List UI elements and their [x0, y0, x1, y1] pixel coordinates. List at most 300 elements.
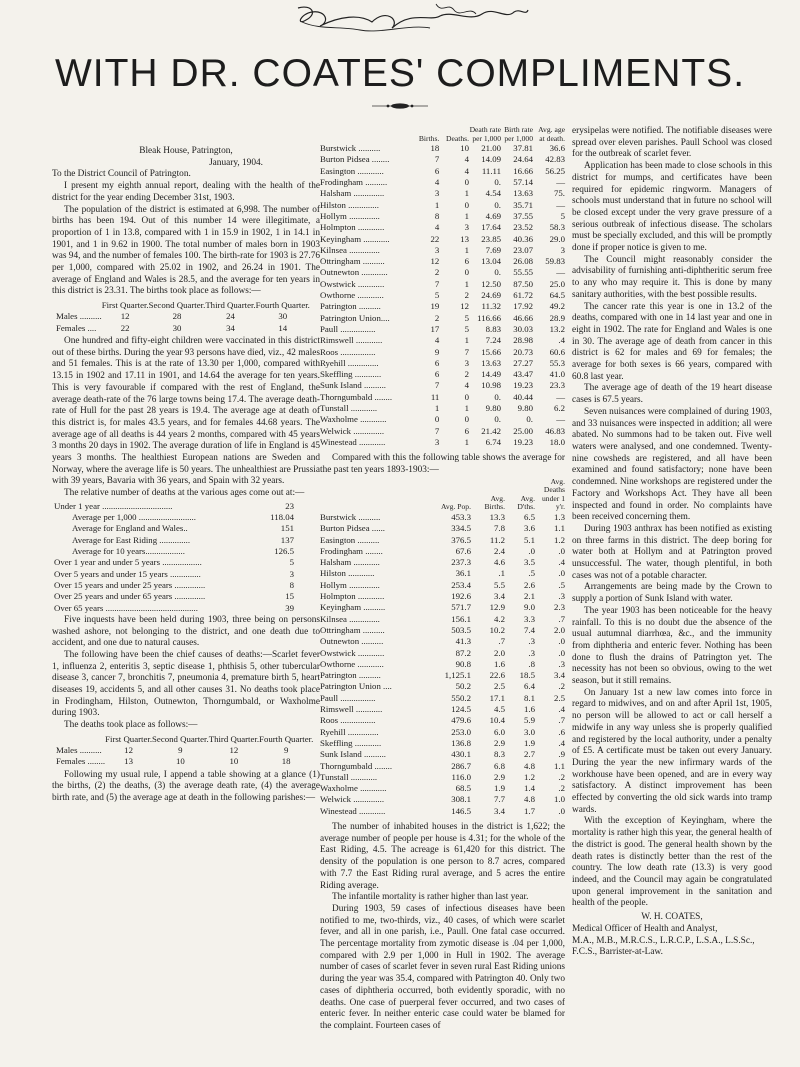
- table-row: [320, 335, 565, 346]
- table-row: [320, 245, 565, 256]
- table-header: Avg. Births.: [484, 493, 505, 512]
- parish-name: Ryehill ..............: [320, 357, 379, 368]
- table-cell: 10.2: [489, 624, 505, 635]
- table-cell: 87.2: [455, 647, 471, 658]
- table-cell: —: [556, 414, 565, 425]
- table-cell: 6.74: [485, 436, 501, 447]
- table-row: [320, 568, 565, 579]
- parish-name: Sunk Island ..........: [320, 749, 386, 760]
- table-cell: 126.5: [274, 546, 294, 557]
- table-row: [56, 745, 313, 756]
- parish-name: Frodingham ..........: [320, 177, 388, 188]
- table-cell: 6.5: [524, 511, 535, 522]
- parish-name: Patrington ..........: [320, 301, 381, 312]
- table-cell: 4: [434, 177, 440, 188]
- table-cell: 3.4: [494, 805, 505, 816]
- table-cell: 13: [124, 756, 133, 767]
- table-cell: 1.6: [494, 658, 505, 669]
- table-header: Death rate per 1,000: [469, 125, 501, 143]
- table-cell: 41.3: [455, 636, 471, 647]
- table-cell: .6: [558, 726, 565, 737]
- table-cell: .0: [558, 647, 565, 658]
- table-row: [320, 403, 565, 414]
- table-row: [320, 535, 565, 546]
- table-cell: 7.8: [494, 523, 505, 534]
- parish-name: Roos ................: [320, 715, 376, 726]
- table-cell: .5: [558, 579, 565, 590]
- table-cell: 2.9: [494, 737, 505, 748]
- table-cell: 6.4: [524, 681, 535, 692]
- table-row: [54, 501, 294, 512]
- table-cell: 21.00: [481, 143, 501, 154]
- table-cell: 192.6: [451, 591, 471, 602]
- table-cell: 4.54: [485, 188, 501, 199]
- parish-name: Halsham ............: [320, 557, 380, 568]
- parish-name: Patrington ..........: [320, 670, 381, 681]
- table-row: [320, 267, 565, 278]
- table-cell: 10.98: [481, 380, 501, 391]
- table-cell: 59.83: [545, 256, 565, 267]
- table-header: First Quarter.: [105, 733, 153, 744]
- table-cell: 17.92: [513, 301, 533, 312]
- para-infantile: The infantile mortality is rather higher than last year.: [332, 892, 529, 903]
- page-title: WITH DR. COATES' COMPLIMENTS.: [54, 52, 746, 95]
- table-cell: 68.5: [455, 783, 471, 794]
- table-cell: 1.4: [524, 783, 535, 794]
- table-cell: 1: [464, 244, 469, 255]
- table-row: [320, 512, 565, 523]
- table-cell: 0.: [494, 391, 501, 402]
- table-cell: 10: [175, 756, 185, 767]
- table-cell: 0.: [526, 414, 533, 425]
- table-cell: 1: [434, 403, 440, 414]
- table-row: [320, 681, 565, 692]
- table-row: [320, 693, 565, 704]
- table-cell: 23.85: [481, 233, 501, 244]
- table-cell: 571.7: [451, 602, 471, 613]
- table-cell: 156.1: [451, 613, 471, 624]
- table-row: [320, 166, 565, 177]
- parish-name: Patrington Union....: [320, 312, 390, 323]
- table-cell: 2.9: [494, 771, 505, 782]
- parish-name: Hollym ..............: [320, 210, 380, 221]
- parish-name: Burton Pidsea ........: [320, 154, 390, 165]
- parish-name: Burton Pidsea ......: [320, 523, 385, 534]
- parish-name: Patrington Union ....: [320, 681, 392, 692]
- table-cell: 10.4: [489, 715, 505, 726]
- salutation: To the District Council of Patrington.: [52, 169, 191, 180]
- table-cell: 0.: [494, 199, 501, 210]
- table-cell: 8: [289, 579, 294, 590]
- table-row: [320, 614, 565, 625]
- table-cell: 8.83: [485, 323, 501, 334]
- table-cell: 14.09: [481, 154, 501, 165]
- table-row: [320, 772, 565, 783]
- table-cell: 3: [464, 357, 469, 368]
- table-cell: .0: [558, 568, 565, 579]
- table-cell: 6.2: [554, 403, 565, 414]
- table-cell: 90.8: [455, 658, 471, 669]
- table-cell: 12.9: [489, 602, 505, 613]
- table-cell: 9: [434, 346, 440, 357]
- table-row: [56, 323, 310, 334]
- ages-table: [54, 501, 294, 614]
- table-cell: 12.50: [481, 278, 501, 289]
- table-cell: 151: [280, 523, 294, 534]
- table-cell: 3: [434, 436, 440, 447]
- table-cell: 37.55: [513, 210, 533, 221]
- para-rainfall: The year 1903 has been noticeable for the heavy rainfall. To this is no doubt due the absence of the usual autumnal diarrhœa, &c., and the immunity from diphtheria and enteric fever. Nothing has been done to flush the drains of Patrington yet. The necessity has not been so obvious, owing to the wet season, but it still remains.: [572, 605, 772, 687]
- table-cell: 14: [278, 322, 288, 333]
- para-infectious: During 1903, 59 cases of infectious diseases have been notified to me, two-thirds, viz., 40 cases, of which were scarlet fever, and all in one parish, i.e., Paull. One fatal case occurred. The percentage mortality from zymotic disease is .04 per 1,000, compared with 2.9 per 1,000 in Hull in 1902. The average number of cases of scarlet fever in seven rural East Riding unions during the year was 35.4, compared with Patrington 40. Only two cases of diphtheria occurred, both evidently sporadic, with no deaths. One case of puerperal fever occurred, and two cases of enteric fever. In neither enteric case could water be blamed for the complaint. Fourteen cases of: [320, 903, 565, 1031]
- table-cell: 1: [464, 210, 469, 221]
- parish-name: Thorngumbald ........: [320, 391, 393, 402]
- table-row: [320, 659, 565, 670]
- table-row: [320, 313, 565, 324]
- table-cell: 12: [430, 256, 440, 267]
- table-cell: 3.3: [524, 613, 535, 624]
- table-cell: 22: [430, 233, 440, 244]
- table-row: [320, 279, 565, 290]
- table-cell: 6: [464, 256, 469, 267]
- parish-table-1903: [320, 126, 565, 448]
- table-cell: 40.44: [513, 391, 533, 402]
- table-row: [54, 591, 294, 602]
- parish-name: Thorngumbald ........: [320, 760, 393, 771]
- para-causes: The following have been the chief causes of deaths:—Scarlet fever 1, influenza 2, enteritis 3, septic disease 1, phthisis 5, other tubercular disease 3, cancer 7, bronchitis 7, pneumonia 4, premature birth 5, heart diseases 19, accidents 5, and all other causes 31. No deaths took place in Frodingham, Hilston, Outnewton, Thorngumbald, or Waxholme during 1903.: [52, 649, 320, 719]
- table-cell: 7.24: [485, 335, 501, 346]
- table-cell: 6.8: [494, 760, 505, 771]
- table-row: [320, 704, 565, 715]
- table-cell: Under 1 year ................................: [54, 500, 173, 511]
- table-cell: 5.9: [524, 715, 535, 726]
- table-cell: Average for East Riding ..............: [72, 534, 191, 545]
- table-cell: .2: [558, 783, 565, 794]
- table-cell: 2: [434, 267, 440, 278]
- table-row: [320, 369, 565, 380]
- table-cell: .9: [558, 749, 565, 760]
- table-cell: .7: [558, 715, 565, 726]
- table-cell: 7: [434, 425, 440, 436]
- table-cell: 1: [464, 403, 469, 414]
- table-header: Fourth Quarter.: [259, 733, 314, 744]
- table-cell: 42.83: [545, 154, 565, 165]
- table-cell: 2.6: [524, 579, 535, 590]
- table-row: [320, 727, 565, 738]
- table-cell: 60.6: [549, 346, 565, 357]
- table-cell: 23: [285, 500, 294, 511]
- table-cell: .4: [558, 737, 565, 748]
- table-cell: 19: [430, 301, 440, 312]
- table-cell: 11.32: [481, 301, 501, 312]
- table-cell: Males ..........: [56, 745, 102, 756]
- table-cell: 12: [460, 301, 469, 312]
- para-erysipelas: erysipelas were notified. The notifiable diseases were spread over eleven parishes. Paull School was closed for the outbreak of scarlet fever.: [572, 126, 772, 160]
- table-row: [320, 546, 565, 557]
- parish-name: Tunstall ............: [320, 771, 378, 782]
- signature-degrees: M.A., M.B., M.R.C.S., L.R.C.P., L.S.A., L.S.Sc., F.C.S., Barrister-at-Law.: [572, 935, 755, 958]
- table-row: [320, 426, 565, 437]
- table-cell: .0: [558, 545, 565, 556]
- table-cell: 0.: [494, 267, 501, 278]
- table-header: Avg. age at death.: [538, 125, 565, 143]
- table-cell: 0: [434, 414, 440, 425]
- table-cell: .3: [558, 591, 565, 602]
- table-cell: 7.69: [485, 244, 501, 255]
- para-population: The population of the district is estimated at 6,998. The number of births has been 194. Out of this number 14 were illegitimate, a proportion of 1 in 13.8, compared with 1 in 15.9 in 1902, 1 in 14.1 in 1901, and 1 in 9.62 in 1900. The total number of males born in 1903 was 94, and the number of females 100. The birth-rate for 1903 is 27.76 per 1,000, compared with 25.02 in 1902, and 26.24 in 1901. The average of England and Wales is 28.5, and the average for ten years in this district is 23.31. The births took place as follows:—: [52, 204, 320, 297]
- table-cell: 2: [464, 290, 469, 301]
- table-cell: 7: [434, 380, 440, 391]
- parish-name: Holmpton ............: [320, 591, 385, 602]
- table-cell: 18: [281, 756, 291, 767]
- parish-name: Owthorne ............: [320, 658, 384, 669]
- table-cell: Over 65 years ..........................................: [54, 602, 198, 613]
- table-cell: 9: [283, 745, 289, 756]
- table-header: [320, 126, 413, 143]
- table-cell: Males ..........: [56, 311, 102, 322]
- table-row: [56, 311, 310, 322]
- table-cell: 118.04: [270, 512, 294, 523]
- parish-name: Kilnsea ..............: [320, 244, 380, 255]
- parish-name: Sunk Island ..........: [320, 380, 386, 391]
- table-cell: 8.3: [494, 749, 505, 760]
- table-cell: 0.: [494, 414, 501, 425]
- parish-name: Easington ..........: [320, 534, 380, 545]
- table-row: [54, 512, 294, 523]
- table-header: Avg. D'ths.: [517, 493, 535, 512]
- table-row: [320, 557, 565, 568]
- table-row: [320, 358, 565, 369]
- table-row: [54, 557, 294, 568]
- parish-name: Owstwick ............: [320, 647, 385, 658]
- table-cell: 57.14: [513, 177, 533, 188]
- table-cell: 8: [434, 210, 440, 221]
- table-cell: 550.2: [451, 692, 471, 703]
- table-cell: 30: [278, 311, 288, 322]
- para-houses: The number of inhabited houses in the district is 1,622; the average number of people per house is 4.31; for the whole of the East Riding, 4.5. The acreage is 61,420 for this district. The density of the population is one person to 8.7 acres, compared with 7.7 the East Riding rural average, and 5 acres the entire Riding average.: [320, 822, 565, 891]
- table-row: [320, 670, 565, 681]
- table-cell: 2.5: [494, 681, 505, 692]
- table-cell: 5: [464, 312, 469, 323]
- table-cell: .7: [498, 636, 505, 647]
- table-cell: 46.66: [513, 312, 533, 323]
- table-header: Second Quarter.: [148, 300, 206, 311]
- table-cell: 4.69: [485, 210, 501, 221]
- table-row: [320, 648, 565, 659]
- table-cell: 0: [464, 391, 469, 402]
- table-cell: 26.08: [513, 256, 533, 267]
- table-row: [320, 154, 565, 165]
- para-cancer: The cancer rate this year is one in 13.2 of the deaths, compared with one in 14 last year and one in eight in 1902. The rate for England and Wales is one in 30. The average age of death from cancer in this district is 62 for males and 69 for females; the average for both sexes is 66 years, compared with 60.8 last year.: [572, 301, 772, 382]
- table-cell: 21.42: [481, 425, 501, 436]
- table-row: [320, 636, 565, 647]
- column-middle: [320, 126, 565, 1033]
- table-cell: 49.2: [549, 301, 565, 312]
- signature-title: Medical Officer of Health and Analyst,: [572, 923, 718, 934]
- table-cell: 75.: [554, 188, 565, 199]
- table-cell: 25.00: [513, 425, 533, 436]
- table-cell: 253.4: [451, 579, 471, 590]
- table-cell: 18.0: [549, 436, 565, 447]
- table-cell: 22: [120, 322, 130, 333]
- parish-name: Easington ............: [320, 165, 384, 176]
- table-cell: 9.0: [524, 602, 535, 613]
- table-cell: .1: [498, 568, 505, 579]
- table-row: [320, 523, 565, 534]
- table-cell: 24.69: [481, 290, 501, 301]
- table-cell: 5: [434, 290, 440, 301]
- table-cell: 124.5: [451, 704, 471, 715]
- parish-name: Ottringham ..........: [320, 624, 385, 635]
- table-cell: 6.0: [494, 726, 505, 737]
- table-cell: 1.6: [524, 704, 535, 715]
- table-cell: 0: [464, 414, 469, 425]
- table-cell: Average for England and Wales..: [72, 523, 188, 534]
- table-cell: 34: [226, 322, 235, 333]
- table-row: [320, 301, 565, 312]
- table-cell: 4: [434, 222, 440, 233]
- table-cell: .4: [558, 557, 565, 568]
- table-cell: 116.66: [477, 312, 501, 323]
- table-cell: 1.9: [524, 737, 535, 748]
- table-cell: Females ....: [56, 322, 97, 333]
- table-row: [320, 211, 565, 222]
- table-cell: 2.0: [494, 647, 505, 658]
- table-cell: 24.64: [513, 154, 533, 165]
- table-cell: 137: [280, 534, 294, 545]
- table-cell: 237.3: [451, 557, 471, 568]
- table-cell: 5: [289, 557, 294, 568]
- table-cell: 37.81: [513, 143, 533, 154]
- table-header: Birth rate per 1,000: [504, 125, 533, 143]
- parish-name: Paull ................: [320, 323, 376, 334]
- table-cell: 9.80: [485, 403, 501, 414]
- table-row: [320, 437, 565, 448]
- table-cell: 30: [172, 322, 182, 333]
- table-row: [54, 603, 294, 614]
- table-cell: 13: [460, 233, 469, 244]
- table-cell: 136.8: [451, 737, 471, 748]
- table-cell: 23.3: [549, 380, 565, 391]
- table-cell: 36.1: [455, 568, 471, 579]
- table-cell: 27.27: [513, 357, 533, 368]
- column-right: [572, 126, 772, 959]
- table-row: [320, 749, 565, 760]
- table-cell: Average per 1,000 ..........................: [72, 512, 196, 523]
- table-cell: 6: [434, 165, 440, 176]
- table-cell: 253.0: [451, 726, 471, 737]
- table-cell: 5: [560, 210, 565, 221]
- para-ages-intro: The relative number of deaths at the various ages come out at:—: [64, 488, 305, 499]
- para-conclusion: With the exception of Keyingham, where the mortality is rather high this year, the general health of the district is good. The general health shown by the death rates is distinctly better than the rest of the country. The low death rate (13.3) is very good indeed, and the Council may again be congratulated upon general improvement in the sanitation and health of the people.: [572, 816, 772, 909]
- table-cell: 4: [434, 335, 440, 346]
- table-cell: Over 5 years and under 15 years ..............: [54, 568, 201, 579]
- table-cell: 1.7: [524, 805, 535, 816]
- table-cell: 1: [434, 199, 440, 210]
- table-cell: 6: [464, 425, 469, 436]
- table-row: [54, 535, 294, 546]
- table-header: Births.: [418, 133, 440, 143]
- table-cell: .0: [558, 805, 565, 816]
- parish-table-ten-year: [320, 478, 565, 817]
- table-cell: 1.3: [554, 511, 565, 522]
- table-row: [54, 546, 294, 557]
- table-cell: 10: [229, 756, 239, 767]
- table-cell: 0: [464, 177, 469, 188]
- table-cell: 40.36: [513, 233, 533, 244]
- table-cell: 19.23: [513, 436, 533, 447]
- table-cell: —: [556, 267, 565, 278]
- table-cell: .8: [528, 658, 535, 669]
- parish-name: Hilston ............: [320, 568, 375, 579]
- address: Bleak House, Patrington,: [139, 146, 233, 156]
- table-cell: 7.7: [494, 794, 505, 805]
- table-cell: 2: [464, 369, 469, 380]
- table-cell: 2.1: [524, 591, 535, 602]
- para-serum: The Council might reasonably consider the advisability of furnishing anti-diphtheritic serum free to any who may require it. This is done by many sanitary authorities, with the best possible results.: [572, 254, 772, 300]
- table-cell: 4: [464, 380, 469, 391]
- parish-name: Welwick ..............: [320, 794, 385, 805]
- para-heart: The average age of death of the 19 heart disease cases is 67.5 years.: [572, 383, 772, 406]
- table-header: [56, 734, 105, 745]
- table-cell: Over 15 years and under 25 years ..............: [54, 579, 206, 590]
- parish-name: Tunstall ............: [320, 403, 378, 414]
- table-cell: 2: [434, 312, 440, 323]
- table-header: [56, 300, 102, 311]
- table-cell: .5: [528, 568, 535, 579]
- births-quarter-table: [56, 300, 310, 334]
- parish-name: Outnewton ..........: [320, 636, 384, 647]
- table-cell: 30.03: [513, 323, 533, 334]
- parish-name: Kilnsea ..............: [320, 613, 380, 624]
- table-row: [320, 324, 565, 335]
- parish-name: Skeffling ............: [320, 369, 382, 380]
- table-cell: 4: [464, 165, 469, 176]
- table-header: Third Quarter.: [208, 733, 260, 744]
- table-cell: .0: [528, 545, 535, 556]
- table-header: Deaths.: [446, 133, 469, 143]
- table-cell: 3.4: [554, 670, 565, 681]
- table-cell: 4.8: [524, 794, 535, 805]
- table-row: [320, 414, 565, 425]
- parish-name: Hollym ..............: [320, 579, 380, 590]
- table-cell: 2.4: [494, 545, 505, 556]
- table-header: Second Quarter.: [152, 733, 209, 744]
- parish-name: Burstwick ..........: [320, 143, 381, 154]
- parish-name: Ottringham ..........: [320, 256, 385, 267]
- table-cell: 17: [430, 323, 440, 334]
- table-cell: 67.6: [455, 545, 471, 556]
- para-append: Following my usual rule, I append a table showing at a glance (1) the births, (2) the deaths, (3) the average death rate, (4) the average birth rate, and (5) the average age at death in the following parishes:—: [52, 769, 320, 804]
- table-cell: 18: [430, 143, 440, 154]
- table-cell: 28.98: [513, 335, 533, 346]
- table-cell: 50.2: [455, 681, 471, 692]
- table-cell: Females ........: [56, 756, 106, 767]
- table-cell: 4.2: [494, 613, 505, 624]
- parish-name: Hilston ..............: [320, 199, 379, 210]
- table-cell: 4.5: [494, 704, 505, 715]
- table-cell: Over 25 years and under 65 years ..............: [54, 591, 206, 602]
- table-row: [320, 806, 565, 817]
- table-cell: Over 1 year and under 5 years ..................: [54, 557, 202, 568]
- table-cell: 29.0: [549, 233, 565, 244]
- table-cell: 2.7: [524, 749, 535, 760]
- table-row: [320, 290, 565, 301]
- table-row: [320, 580, 565, 591]
- table-header: Avg. Pop.: [440, 502, 471, 512]
- table-cell: 4.8: [524, 760, 535, 771]
- table-row: [320, 625, 565, 636]
